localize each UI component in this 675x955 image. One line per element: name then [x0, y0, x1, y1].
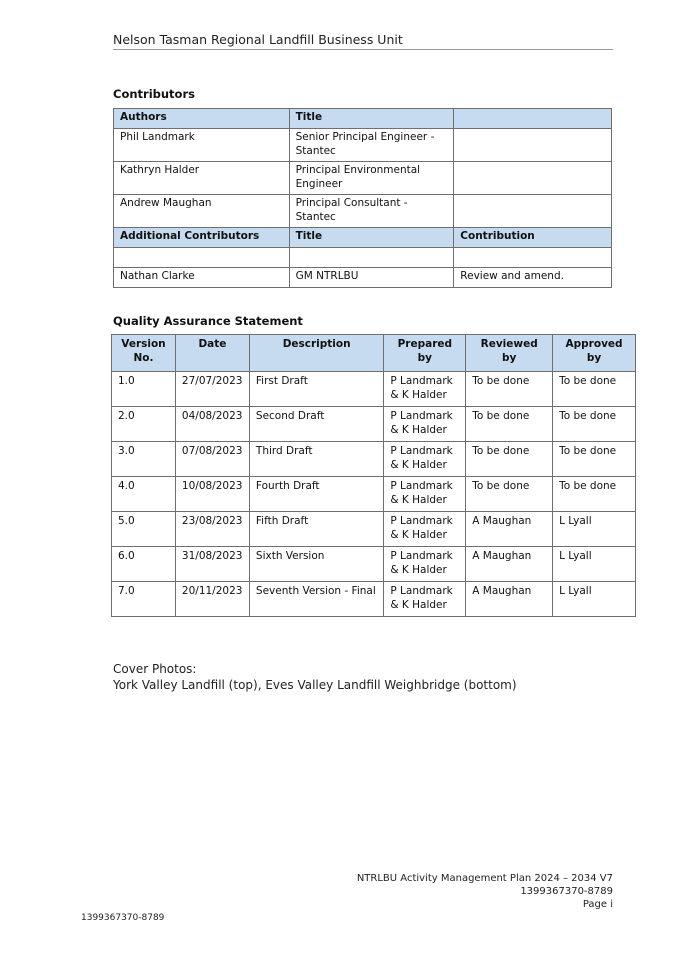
column-header: Version No.: [112, 335, 176, 372]
table-cell: 1.0: [112, 372, 176, 407]
table-cell: A Maughan: [466, 512, 553, 547]
table-cell: 10/08/2023: [175, 477, 249, 512]
qa-heading: Quality Assurance Statement: [113, 314, 303, 328]
table-row: [112, 407, 636, 442]
column-header: Additional Contributors: [114, 228, 290, 248]
table-cell: GM NTRLBU: [289, 268, 454, 288]
table-cell: To be done: [466, 477, 553, 512]
table-cell: 2.0: [112, 407, 176, 442]
table-row: [112, 442, 636, 477]
table-cell: Phil Landmark: [114, 129, 290, 162]
column-header: Reviewed by: [466, 335, 553, 372]
table-cell: Andrew Maughan: [114, 195, 290, 228]
table-cell: Nathan Clarke: [114, 268, 290, 288]
table-cell: 20/11/2023: [175, 582, 249, 617]
cover-photos: [113, 661, 517, 693]
table-cell: Sixth Version: [249, 547, 383, 582]
page-header: Nelson Tasman Regional Landfill Business Unit: [113, 32, 613, 50]
table-cell: 07/08/2023: [175, 442, 249, 477]
footer-info: [357, 872, 613, 911]
table-row: [112, 582, 636, 617]
column-header: [454, 109, 612, 129]
column-header: Prepared by: [384, 335, 466, 372]
table-cell: Fifth Draft: [249, 512, 383, 547]
table-cell: Review and amend.: [454, 268, 612, 288]
table-cell: To be done: [466, 372, 553, 407]
column-header: Approved by: [553, 335, 636, 372]
footer-page-number: Page i: [582, 899, 613, 910]
table-cell: P Landmark & K Halder: [384, 442, 466, 477]
table-cell: To be done: [553, 477, 636, 512]
footer-plan-title: NTRLBU Activity Management Plan 2024 – 2034 V7: [356, 873, 613, 884]
table-cell: P Landmark & K Halder: [384, 582, 466, 617]
table-cell: A Maughan: [466, 582, 553, 617]
table-cell: [114, 248, 290, 268]
table-cell: First Draft: [249, 372, 383, 407]
table-cell: Seventh Version - Final: [249, 582, 383, 617]
table-cell: To be done: [553, 442, 636, 477]
table-row: [112, 477, 636, 512]
table-cell: 31/08/2023: [175, 547, 249, 582]
column-header: Title: [289, 109, 454, 129]
table-cell: 6.0: [112, 547, 176, 582]
table-cell: [454, 162, 612, 195]
footer-doc-id-right: 1399367370-8789: [520, 886, 613, 897]
column-header: Title: [289, 228, 454, 248]
table-cell: [454, 129, 612, 162]
table-cell: Kathryn Halder: [114, 162, 290, 195]
table-header-row: [114, 109, 612, 129]
qa-table: [111, 334, 636, 617]
cover-photos-label: Cover Photos:: [113, 662, 197, 676]
column-header: Authors: [114, 109, 290, 129]
table-cell: P Landmark & K Halder: [384, 512, 466, 547]
table-row: [114, 195, 612, 228]
table-row: [114, 268, 612, 288]
table-row: [112, 547, 636, 582]
table-cell: [454, 195, 612, 228]
table-cell: Principal Consultant - Stantec: [289, 195, 454, 228]
table-header-row: [114, 228, 612, 248]
table-cell: L Lyall: [553, 512, 636, 547]
table-cell: 7.0: [112, 582, 176, 617]
table-cell: 27/07/2023: [175, 372, 249, 407]
table-cell: Second Draft: [249, 407, 383, 442]
table-cell: P Landmark & K Halder: [384, 407, 466, 442]
footer-doc-id-left: 1399367370-8789: [81, 913, 165, 923]
table-cell: A Maughan: [466, 547, 553, 582]
table-cell: To be done: [553, 372, 636, 407]
table-header-row: [112, 335, 636, 372]
table-cell: To be done: [553, 407, 636, 442]
column-header: Contribution: [454, 228, 612, 248]
table-cell: P Landmark & K Halder: [384, 547, 466, 582]
table-cell: [289, 248, 454, 268]
table-cell: Fourth Draft: [249, 477, 383, 512]
contributors-table: [113, 108, 612, 288]
table-row: [114, 129, 612, 162]
table-cell: Principal Environmental Engineer: [289, 162, 454, 195]
table-cell: Third Draft: [249, 442, 383, 477]
table-row: [112, 372, 636, 407]
table-row: [112, 512, 636, 547]
table-row: [114, 162, 612, 195]
table-cell: 04/08/2023: [175, 407, 249, 442]
table-cell: To be done: [466, 442, 553, 477]
table-cell: [454, 248, 612, 268]
column-header: Description: [249, 335, 383, 372]
table-cell: P Landmark & K Halder: [384, 477, 466, 512]
table-cell: 23/08/2023: [175, 512, 249, 547]
cover-photos-text: York Valley Landfill (top), Eves Valley Landfill Weighbridge (bottom): [113, 678, 517, 692]
table-cell: 3.0: [112, 442, 176, 477]
table-cell: P Landmark & K Halder: [384, 372, 466, 407]
table-cell: To be done: [466, 407, 553, 442]
table-cell: 5.0: [112, 512, 176, 547]
column-header: Date: [175, 335, 249, 372]
contributors-heading: Contributors: [113, 87, 195, 101]
table-row: [114, 248, 612, 268]
table-cell: L Lyall: [553, 547, 636, 582]
table-cell: Senior Principal Engineer - Stantec: [289, 129, 454, 162]
table-cell: L Lyall: [553, 582, 636, 617]
table-cell: 4.0: [112, 477, 176, 512]
